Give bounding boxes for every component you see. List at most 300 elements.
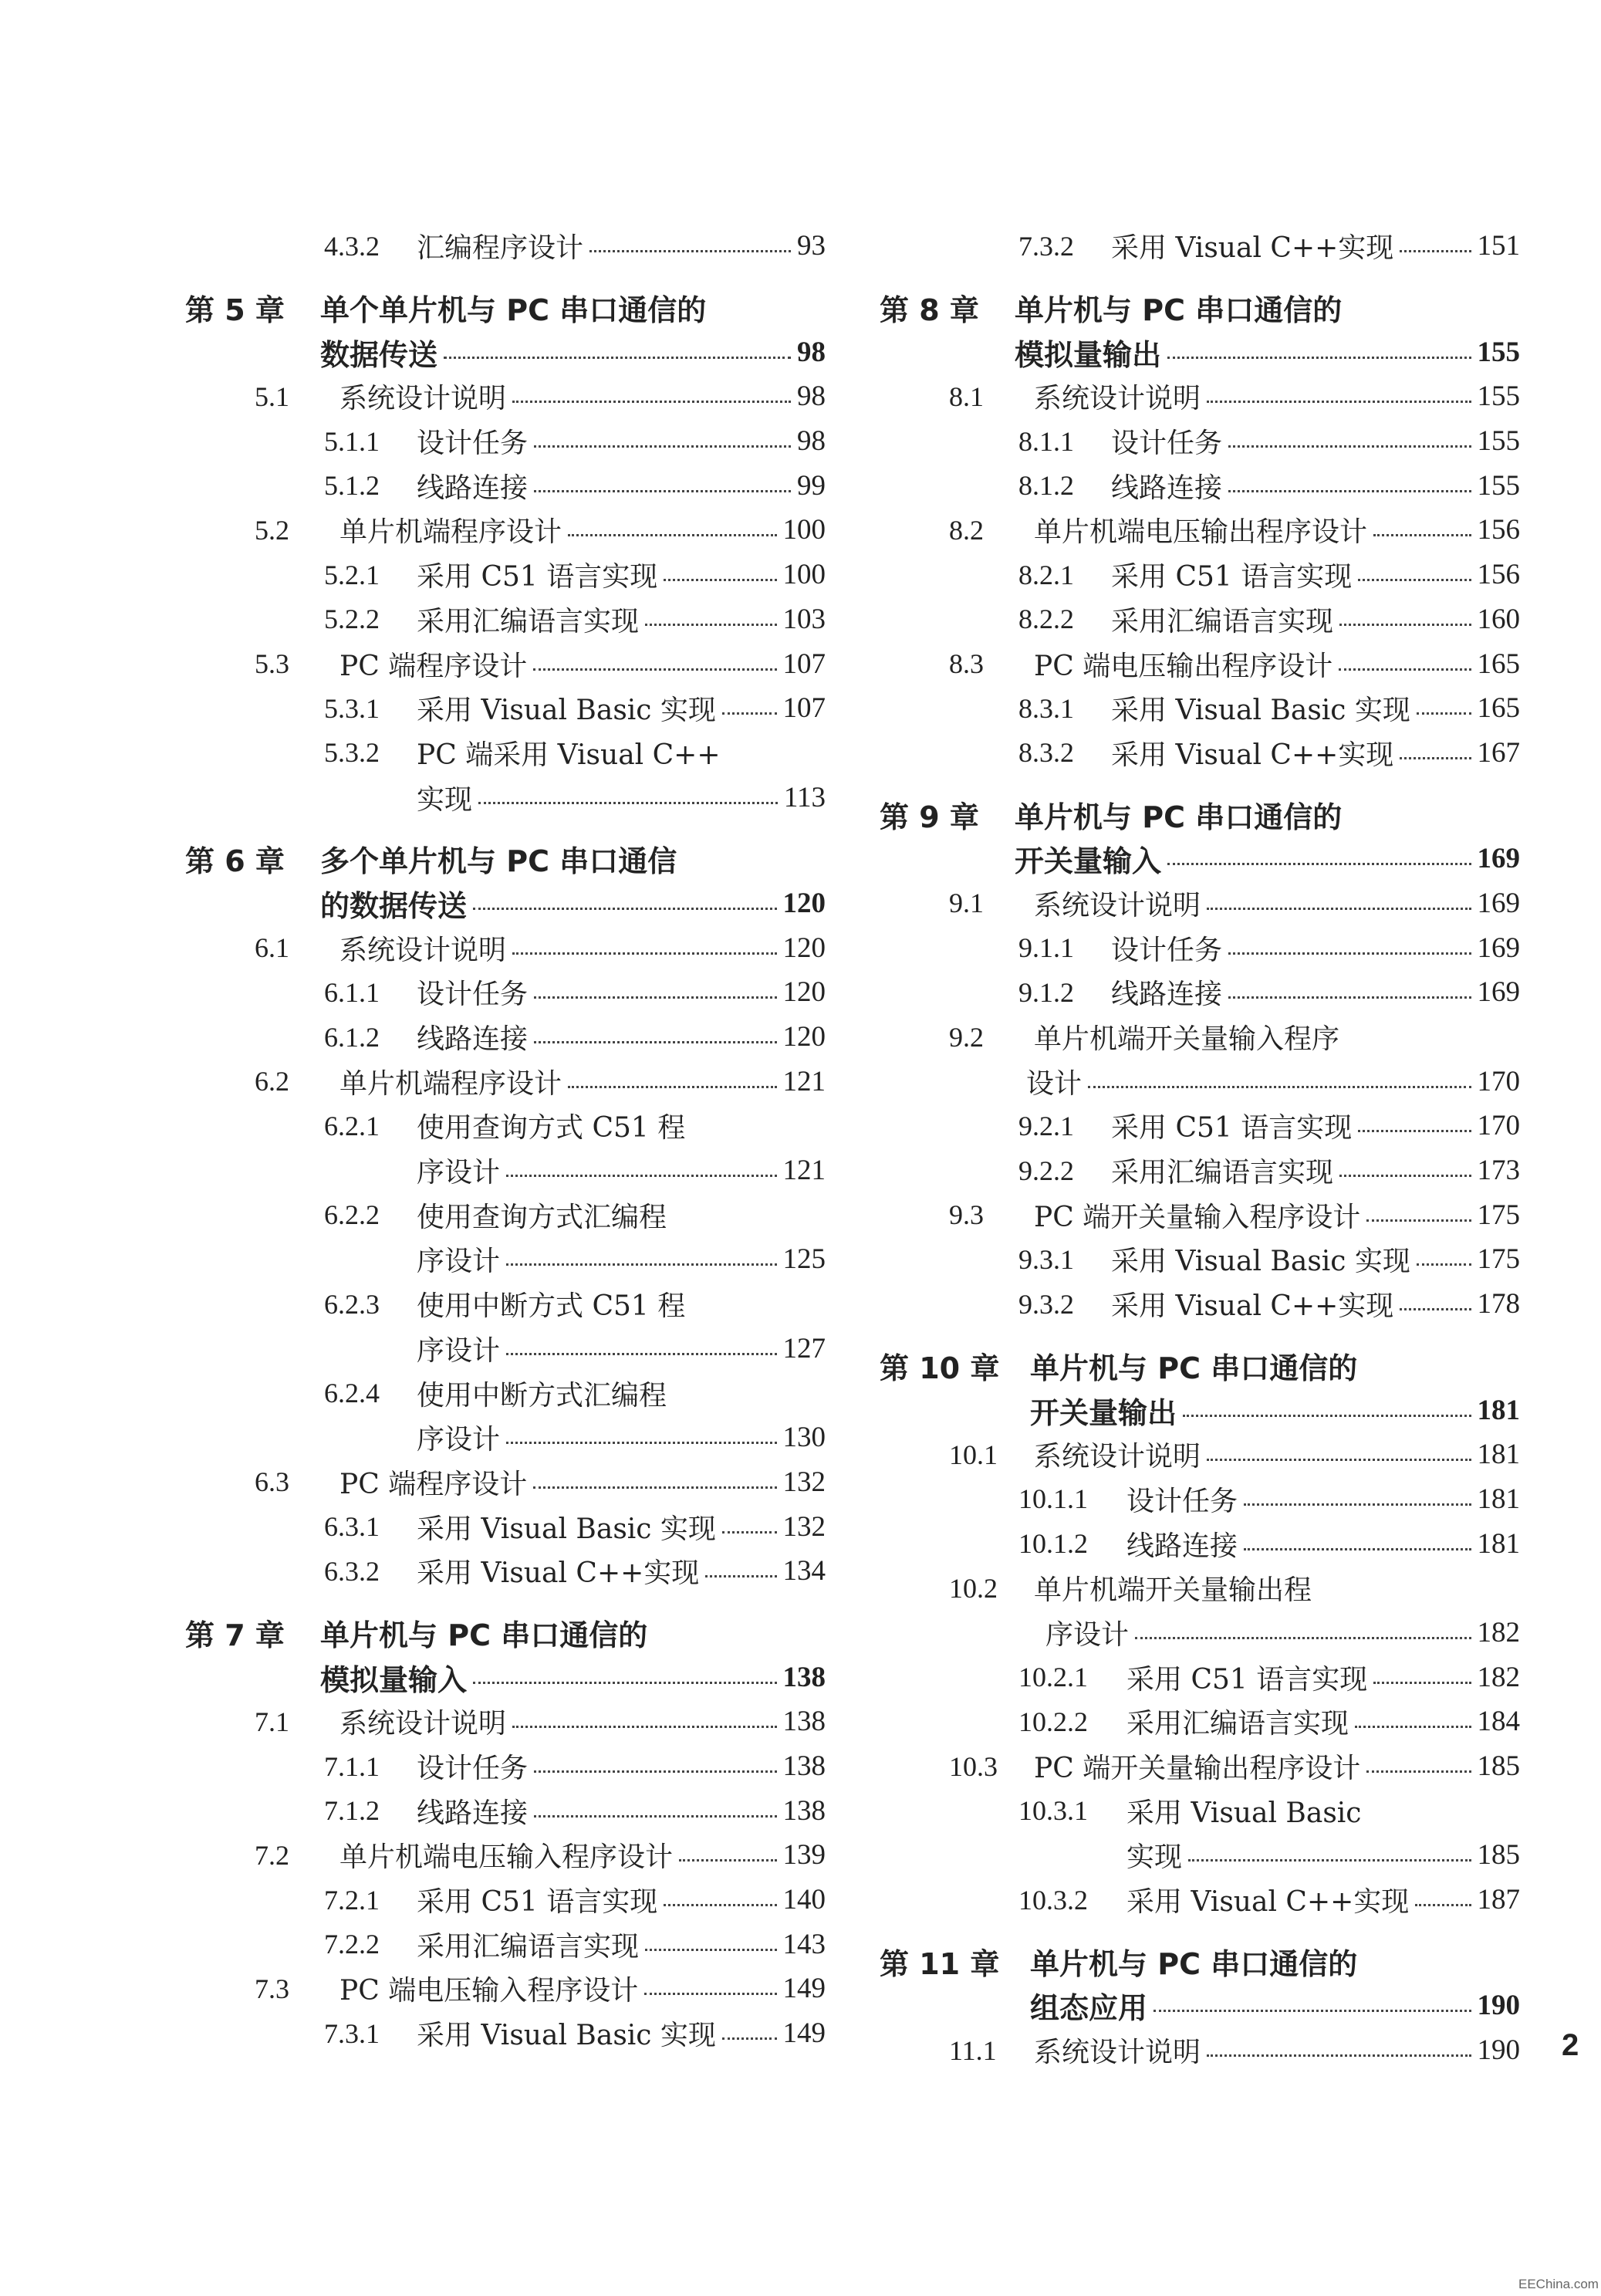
section-number: 9.1.1 bbox=[1018, 932, 1074, 964]
page-ref: 121 bbox=[782, 1065, 826, 1097]
page-ref: 155 bbox=[1477, 469, 1520, 502]
page-ref: 181 bbox=[1477, 1394, 1520, 1426]
page-ref: 103 bbox=[782, 603, 826, 635]
section-number: 9.3.1 bbox=[1018, 1243, 1074, 1275]
dot-leader bbox=[478, 802, 778, 804]
toc-entry[interactable] bbox=[185, 1699, 826, 1744]
dot-leader bbox=[1400, 757, 1471, 759]
section-number: 8.2 bbox=[949, 514, 984, 546]
toc-chapter-line[interactable] bbox=[880, 792, 1520, 837]
dot-leader bbox=[645, 624, 776, 626]
chapter-label: 第 8 章 bbox=[880, 293, 979, 328]
page-ref: 170 bbox=[1477, 1110, 1520, 1142]
section-number: 6.3 bbox=[255, 1466, 289, 1498]
entry-title: 线路连接 bbox=[1126, 1530, 1238, 1562]
toc-entry[interactable] bbox=[185, 1460, 826, 1505]
entry-title: 系统设计说明 bbox=[1034, 1441, 1201, 1473]
toc-entry[interactable] bbox=[185, 1148, 826, 1193]
toc-entry[interactable] bbox=[880, 463, 1520, 508]
page-ref: 185 bbox=[1477, 1839, 1520, 1872]
entry-title: 模拟量输出 bbox=[1015, 337, 1162, 372]
toc-chapter-line[interactable] bbox=[185, 1655, 826, 1699]
section-number: 6.2.4 bbox=[324, 1378, 380, 1409]
entry-title: 单片机与 PC 串口通信的 bbox=[1015, 800, 1343, 834]
entry-title: 采用 Visual Basic 实现 bbox=[1111, 1246, 1410, 1278]
toc-entry[interactable] bbox=[185, 1192, 826, 1237]
section-gap bbox=[880, 775, 1520, 792]
page-ref: 138 bbox=[782, 1750, 826, 1783]
toc-entry[interactable] bbox=[185, 374, 826, 419]
entry-title: 数据传送 bbox=[320, 337, 438, 372]
dot-leader bbox=[645, 1949, 776, 1951]
page-ref: 182 bbox=[1477, 1661, 1520, 1693]
page-ref: 138 bbox=[782, 1661, 826, 1693]
page-ref: 149 bbox=[782, 2017, 826, 2050]
toc-entry[interactable] bbox=[185, 553, 826, 597]
page-ref: 132 bbox=[782, 1510, 826, 1543]
toc-right-column bbox=[880, 224, 1520, 2073]
toc-entry[interactable] bbox=[880, 1878, 1520, 1922]
dot-leader bbox=[1207, 1459, 1471, 1461]
toc-entry[interactable] bbox=[185, 1059, 826, 1104]
entry-title: 单片机端开关量输入程序 bbox=[1034, 1023, 1340, 1056]
toc-chapter-line[interactable] bbox=[185, 286, 826, 330]
dot-leader bbox=[444, 357, 791, 359]
watermark: EEChina.com bbox=[1518, 2277, 1599, 2291]
toc-entry[interactable] bbox=[880, 1192, 1520, 1237]
toc-chapter-line[interactable] bbox=[185, 881, 826, 926]
toc-entry[interactable] bbox=[880, 224, 1520, 269]
toc-chapter-line[interactable] bbox=[185, 837, 826, 881]
page-ref: 120 bbox=[782, 932, 826, 964]
toc-chapter-line[interactable] bbox=[880, 286, 1520, 330]
section-gap bbox=[880, 1922, 1520, 1939]
entry-title: 采用 C51 语言实现 bbox=[1111, 561, 1353, 593]
section-number: 6.1 bbox=[255, 932, 289, 964]
section-number: 6.3.1 bbox=[324, 1511, 380, 1543]
entry-title: 采用 Visual Basic 实现 bbox=[417, 2020, 716, 2052]
section-number: 10.3.1 bbox=[1018, 1795, 1088, 1827]
entry-title: 序设计 bbox=[1045, 1618, 1130, 1651]
section-number: 8.2.2 bbox=[1018, 604, 1074, 635]
page-ref: 170 bbox=[1477, 1065, 1520, 1097]
toc-entry[interactable] bbox=[185, 1015, 826, 1060]
toc-chapter-line[interactable] bbox=[880, 1983, 1520, 2028]
entry-title: 模拟量输入 bbox=[320, 1662, 468, 1697]
toc-entry[interactable] bbox=[880, 881, 1520, 926]
toc-chapter-line[interactable] bbox=[185, 330, 826, 374]
toc-entry[interactable] bbox=[880, 1432, 1520, 1477]
page-ref: 165 bbox=[1477, 692, 1520, 725]
toc-entry[interactable] bbox=[880, 419, 1520, 464]
page-ref: 181 bbox=[1477, 1527, 1520, 1560]
toc-entry[interactable] bbox=[185, 419, 826, 464]
dot-leader bbox=[473, 1682, 776, 1684]
entry-title: 开关量输出 bbox=[1030, 1395, 1177, 1430]
dot-leader bbox=[1244, 1548, 1471, 1550]
dot-leader bbox=[1167, 357, 1471, 359]
entry-title: 单片机端程序设计 bbox=[339, 516, 562, 549]
entry-title: 系统设计说明 bbox=[339, 934, 507, 966]
section-gap bbox=[185, 1594, 826, 1611]
dot-leader bbox=[512, 952, 776, 955]
toc-chapter-line[interactable] bbox=[880, 330, 1520, 374]
toc-entry[interactable] bbox=[185, 463, 826, 508]
entry-title: 设计任务 bbox=[1111, 934, 1223, 966]
section-number: 6.1.2 bbox=[324, 1021, 380, 1053]
dot-leader bbox=[473, 908, 776, 910]
page-ref: 190 bbox=[1477, 1990, 1520, 2022]
section-number: 5.1.1 bbox=[324, 425, 380, 457]
dot-leader bbox=[534, 490, 791, 492]
toc-entry[interactable] bbox=[880, 553, 1520, 597]
toc-entry[interactable] bbox=[880, 1744, 1520, 1789]
page-ref: 173 bbox=[1477, 1155, 1520, 1187]
entry-title: 系统设计说明 bbox=[1034, 383, 1201, 415]
entry-title: 设计任务 bbox=[417, 979, 529, 1011]
dot-leader bbox=[568, 1086, 776, 1088]
dot-leader bbox=[534, 1815, 776, 1818]
dot-leader bbox=[1207, 401, 1471, 403]
page-ref: 155 bbox=[1477, 425, 1520, 458]
entry-title: PC 端程序设计 bbox=[339, 1468, 528, 1500]
entry-title: 设计 bbox=[1026, 1067, 1083, 1100]
section-number: 9.2.1 bbox=[1018, 1110, 1074, 1141]
page-ref: 178 bbox=[1477, 1288, 1520, 1320]
dot-leader bbox=[512, 1726, 776, 1728]
section-number: 5.3.2 bbox=[324, 737, 380, 769]
entry-title: 开关量输入 bbox=[1015, 844, 1162, 879]
toc-entry[interactable] bbox=[880, 925, 1520, 970]
dot-leader bbox=[722, 2037, 777, 2040]
toc-entry[interactable] bbox=[880, 1104, 1520, 1148]
dot-leader bbox=[1339, 668, 1471, 671]
toc-entry[interactable] bbox=[880, 1611, 1520, 1655]
dot-leader bbox=[679, 1859, 776, 1861]
entry-title: 采用 Visual C++实现 bbox=[1111, 1290, 1394, 1323]
page-ref: 107 bbox=[782, 648, 826, 680]
toc-chapter-line[interactable] bbox=[185, 1611, 826, 1655]
dot-leader bbox=[1417, 712, 1471, 715]
entry-title: 单片机端程序设计 bbox=[339, 1067, 562, 1100]
page-ref: 181 bbox=[1477, 1439, 1520, 1471]
page-ref: 107 bbox=[782, 692, 826, 725]
section-number: 7.3.2 bbox=[1018, 230, 1074, 262]
page-ref: 149 bbox=[782, 1973, 826, 2005]
page-ref: 139 bbox=[782, 1839, 826, 1872]
dot-leader bbox=[1167, 863, 1471, 865]
page-ref: 184 bbox=[1477, 1706, 1520, 1738]
entry-title: 系统设计说明 bbox=[339, 383, 507, 415]
page-ref: 140 bbox=[782, 1884, 826, 1916]
toc-entry[interactable] bbox=[185, 508, 826, 553]
entry-title: 设计任务 bbox=[417, 428, 529, 460]
toc-entry[interactable] bbox=[880, 1521, 1520, 1566]
dot-leader bbox=[1366, 1219, 1471, 1222]
entry-title: 系统设计说明 bbox=[1034, 2037, 1201, 2069]
entry-title: PC 端开关量输出程序设计 bbox=[1034, 1753, 1361, 1785]
section-number: 4.3.2 bbox=[324, 230, 380, 262]
page-ref: 169 bbox=[1477, 932, 1520, 964]
dot-leader bbox=[1244, 1503, 1471, 1506]
toc-entry[interactable] bbox=[185, 731, 826, 776]
toc-entry[interactable] bbox=[880, 1148, 1520, 1193]
toc-entry[interactable] bbox=[880, 1237, 1520, 1282]
toc-entry[interactable] bbox=[185, 1415, 826, 1460]
entry-title: 采用汇编语言实现 bbox=[1111, 1157, 1334, 1189]
page-ref: 121 bbox=[782, 1155, 826, 1187]
entry-title: 采用汇编语言实现 bbox=[1111, 605, 1334, 637]
entry-title: 线路连接 bbox=[1111, 979, 1223, 1011]
entry-title: PC 端采用 Visual C++ bbox=[417, 739, 721, 771]
toc-chapter-line[interactable] bbox=[880, 1344, 1520, 1388]
page-ref: 155 bbox=[1477, 336, 1520, 368]
entry-title: PC 端电压输入程序设计 bbox=[339, 1975, 639, 2007]
entry-title: 单片机与 PC 串口通信的 bbox=[320, 1618, 648, 1652]
section-number: 6.2 bbox=[255, 1066, 289, 1097]
section-number: 8.1.2 bbox=[1018, 470, 1074, 502]
dot-leader bbox=[506, 1175, 776, 1177]
page-ref: 155 bbox=[1477, 380, 1520, 413]
entry-title: 组态应用 bbox=[1030, 1991, 1148, 2026]
section-number: 11.1 bbox=[949, 2034, 997, 2066]
page-ref: 156 bbox=[1477, 514, 1520, 546]
toc-entry[interactable] bbox=[185, 925, 826, 970]
toc-entry[interactable] bbox=[880, 1655, 1520, 1699]
toc-entry[interactable] bbox=[185, 1327, 826, 1371]
section-number: 6.2.2 bbox=[324, 1199, 380, 1231]
entry-title: 实现 bbox=[1126, 1841, 1183, 1874]
section-number: 9.2.2 bbox=[1018, 1155, 1074, 1186]
entry-title: 采用 Visual C++实现 bbox=[1111, 232, 1394, 265]
toc-entry[interactable] bbox=[880, 731, 1520, 776]
toc-entry[interactable] bbox=[880, 2028, 1520, 2073]
section-number: 7.1 bbox=[255, 1706, 289, 1737]
dot-leader bbox=[1228, 996, 1471, 999]
toc-entry[interactable] bbox=[185, 1744, 826, 1789]
entry-title: 采用 Visual Basic bbox=[1126, 1797, 1362, 1829]
section-number: 9.1 bbox=[949, 888, 984, 919]
dot-leader bbox=[506, 1442, 776, 1444]
entry-title: 线路连接 bbox=[417, 1797, 529, 1829]
page-ref: 169 bbox=[1477, 843, 1520, 875]
section-number: 10.3 bbox=[949, 1750, 998, 1782]
dot-leader bbox=[506, 1263, 776, 1266]
section-number: 6.1.1 bbox=[324, 976, 380, 1008]
page-ref: 182 bbox=[1477, 1616, 1520, 1648]
dot-leader bbox=[1373, 534, 1471, 536]
section-number: 6.2.3 bbox=[324, 1288, 380, 1320]
toc-entry[interactable] bbox=[185, 1549, 826, 1594]
toc-entry[interactable] bbox=[880, 597, 1520, 642]
entry-title: 单片机与 PC 串口通信的 bbox=[1030, 1351, 1358, 1385]
page-ref: 100 bbox=[782, 559, 826, 591]
page-ref: 175 bbox=[1477, 1243, 1520, 1276]
dot-leader bbox=[1339, 624, 1471, 626]
page-ref: 100 bbox=[782, 514, 826, 546]
section-number: 7.2 bbox=[255, 1839, 289, 1871]
section-number: 9.3 bbox=[949, 1199, 984, 1231]
page-ref: 127 bbox=[782, 1332, 826, 1364]
dot-leader bbox=[644, 1993, 776, 1995]
page-ref: 169 bbox=[1477, 976, 1520, 1009]
dot-leader bbox=[1400, 1308, 1471, 1310]
dot-leader bbox=[1153, 2010, 1471, 2012]
dot-leader bbox=[534, 996, 776, 999]
toc-chapter-line[interactable] bbox=[880, 1939, 1520, 1983]
toc-entry[interactable] bbox=[880, 1015, 1520, 1060]
chapter-label: 第 9 章 bbox=[880, 800, 979, 834]
entry-title: 采用 Visual C++实现 bbox=[1126, 1886, 1410, 1919]
page-ref: 113 bbox=[783, 781, 826, 813]
toc-entry[interactable] bbox=[880, 1833, 1520, 1878]
entry-title: 线路连接 bbox=[1111, 472, 1223, 504]
toc-entry[interactable] bbox=[185, 1922, 826, 1966]
page-ref: 132 bbox=[782, 1466, 826, 1498]
section-number: 10.1 bbox=[949, 1439, 998, 1470]
toc-entry[interactable] bbox=[880, 641, 1520, 686]
page-ref: 165 bbox=[1477, 648, 1520, 680]
entry-title: 采用 Visual C++实现 bbox=[1111, 739, 1394, 771]
dot-leader bbox=[664, 579, 776, 581]
toc-entry[interactable] bbox=[880, 686, 1520, 731]
entry-title: PC 端程序设计 bbox=[339, 650, 528, 682]
entry-title: 多个单片机与 PC 串口通信 bbox=[320, 844, 677, 879]
dot-leader bbox=[1358, 579, 1471, 581]
page-ref: 190 bbox=[1477, 2034, 1520, 2067]
section-number: 5.1 bbox=[255, 380, 289, 412]
section-number: 7.3.1 bbox=[324, 2017, 380, 2049]
toc-chapter-line[interactable] bbox=[880, 837, 1520, 881]
toc-entry[interactable] bbox=[185, 1833, 826, 1878]
page-ref: 151 bbox=[1477, 230, 1520, 262]
dot-leader bbox=[534, 1041, 776, 1043]
chapter-label: 第 5 章 bbox=[185, 293, 285, 328]
dot-leader bbox=[1207, 2054, 1471, 2057]
dot-leader bbox=[722, 1531, 777, 1533]
toc-entry[interactable] bbox=[880, 1566, 1520, 1611]
entry-title: 采用汇编语言实现 bbox=[417, 605, 640, 637]
dot-leader bbox=[1400, 250, 1471, 252]
section-number: 8.1 bbox=[949, 380, 984, 412]
entry-title: 采用 C51 语言实现 bbox=[417, 1886, 658, 1919]
dot-leader bbox=[534, 445, 791, 448]
page-ref: 98 bbox=[797, 425, 826, 458]
toc-entry[interactable] bbox=[880, 1477, 1520, 1522]
toc-entry[interactable] bbox=[185, 1504, 826, 1549]
dot-leader bbox=[1228, 445, 1471, 448]
toc-entry[interactable] bbox=[185, 1966, 826, 2011]
entry-title: 采用 Visual Basic 实现 bbox=[417, 695, 716, 727]
page-ref: 120 bbox=[782, 976, 826, 1009]
toc-chapter-line[interactable] bbox=[880, 1388, 1520, 1432]
page-ref: 187 bbox=[1477, 1884, 1520, 1916]
entry-title: 采用 Visual Basic 实现 bbox=[417, 1513, 716, 1545]
toc-entry[interactable] bbox=[185, 1878, 826, 1922]
section-number: 7.2.2 bbox=[324, 1929, 380, 1960]
toc-entry[interactable] bbox=[880, 1059, 1520, 1104]
section-gap bbox=[880, 269, 1520, 286]
page-ref: 169 bbox=[1477, 887, 1520, 919]
section-number: 10.2.2 bbox=[1018, 1706, 1088, 1737]
entry-title: 设计任务 bbox=[417, 1753, 529, 1785]
section-gap bbox=[185, 820, 826, 837]
entry-title: 使用查询方式 C51 程 bbox=[417, 1112, 686, 1145]
toc-entry[interactable] bbox=[185, 1237, 826, 1282]
dot-leader bbox=[1355, 1726, 1471, 1728]
dot-leader bbox=[1088, 1086, 1471, 1088]
toc-entry[interactable] bbox=[185, 1788, 826, 1833]
entry-title: 线路连接 bbox=[417, 472, 529, 504]
chapter-label: 第 11 章 bbox=[880, 1946, 1000, 1981]
toc-entry[interactable] bbox=[185, 2011, 826, 2056]
chapter-label: 第 6 章 bbox=[185, 844, 285, 879]
toc-entry[interactable] bbox=[185, 641, 826, 686]
entry-title: 设计任务 bbox=[1111, 428, 1223, 460]
toc-entry[interactable] bbox=[185, 597, 826, 642]
dot-leader bbox=[1135, 1637, 1471, 1639]
dot-leader bbox=[512, 401, 791, 403]
toc-entry[interactable] bbox=[880, 970, 1520, 1015]
entry-title: 采用 Visual Basic 实现 bbox=[1111, 695, 1410, 727]
toc-entry[interactable] bbox=[880, 1282, 1520, 1327]
toc-entry[interactable] bbox=[185, 775, 826, 820]
toc-entry[interactable] bbox=[185, 1371, 826, 1415]
toc-entry[interactable] bbox=[880, 508, 1520, 553]
dot-leader bbox=[1339, 1175, 1471, 1177]
entry-title: 采用 Visual C++实现 bbox=[417, 1557, 700, 1590]
page-ref: 134 bbox=[782, 1555, 826, 1588]
page-ref: 138 bbox=[782, 1794, 826, 1827]
toc-entry[interactable] bbox=[185, 1282, 826, 1327]
entry-title: 的数据传送 bbox=[320, 888, 468, 923]
dot-leader bbox=[589, 250, 791, 252]
toc-entry[interactable] bbox=[880, 1788, 1520, 1833]
page-ref: 98 bbox=[797, 336, 826, 368]
entry-title: 序设计 bbox=[417, 1334, 501, 1367]
dot-leader bbox=[1228, 490, 1471, 492]
entry-title: 使用中断方式汇编程 bbox=[417, 1379, 667, 1412]
page-ref: 98 bbox=[797, 380, 826, 413]
section-number: 8.3.2 bbox=[1018, 737, 1074, 769]
toc-entry[interactable] bbox=[185, 1104, 826, 1148]
chapter-label: 第 7 章 bbox=[185, 1618, 285, 1652]
dot-leader bbox=[1207, 908, 1471, 910]
section-number: 8.3 bbox=[949, 648, 984, 680]
section-gap bbox=[880, 1327, 1520, 1344]
entry-title: 采用 C51 语言实现 bbox=[417, 561, 658, 593]
toc-entry[interactable] bbox=[185, 970, 826, 1015]
toc-entry[interactable] bbox=[880, 374, 1520, 419]
page-number: 2 bbox=[1562, 2028, 1579, 2062]
section-number: 7.1.2 bbox=[324, 1795, 380, 1827]
toc-entry[interactable] bbox=[185, 224, 826, 269]
toc-entry[interactable] bbox=[185, 686, 826, 731]
toc-entry[interactable] bbox=[880, 1699, 1520, 1744]
page-ref: 130 bbox=[782, 1422, 826, 1454]
entry-title: 序设计 bbox=[417, 1157, 501, 1189]
entry-title: 单个单片机与 PC 串口通信的 bbox=[320, 293, 707, 328]
section-number: 10.2 bbox=[949, 1572, 998, 1604]
section-number: 5.3.1 bbox=[324, 692, 380, 724]
dot-leader bbox=[534, 1770, 776, 1773]
dot-leader bbox=[1415, 1904, 1471, 1906]
dot-leader bbox=[1228, 952, 1471, 955]
page-ref: 160 bbox=[1477, 603, 1520, 635]
page-ref: 138 bbox=[782, 1706, 826, 1738]
section-number: 5.2.1 bbox=[324, 559, 380, 590]
section-number: 10.1.1 bbox=[1018, 1483, 1088, 1515]
